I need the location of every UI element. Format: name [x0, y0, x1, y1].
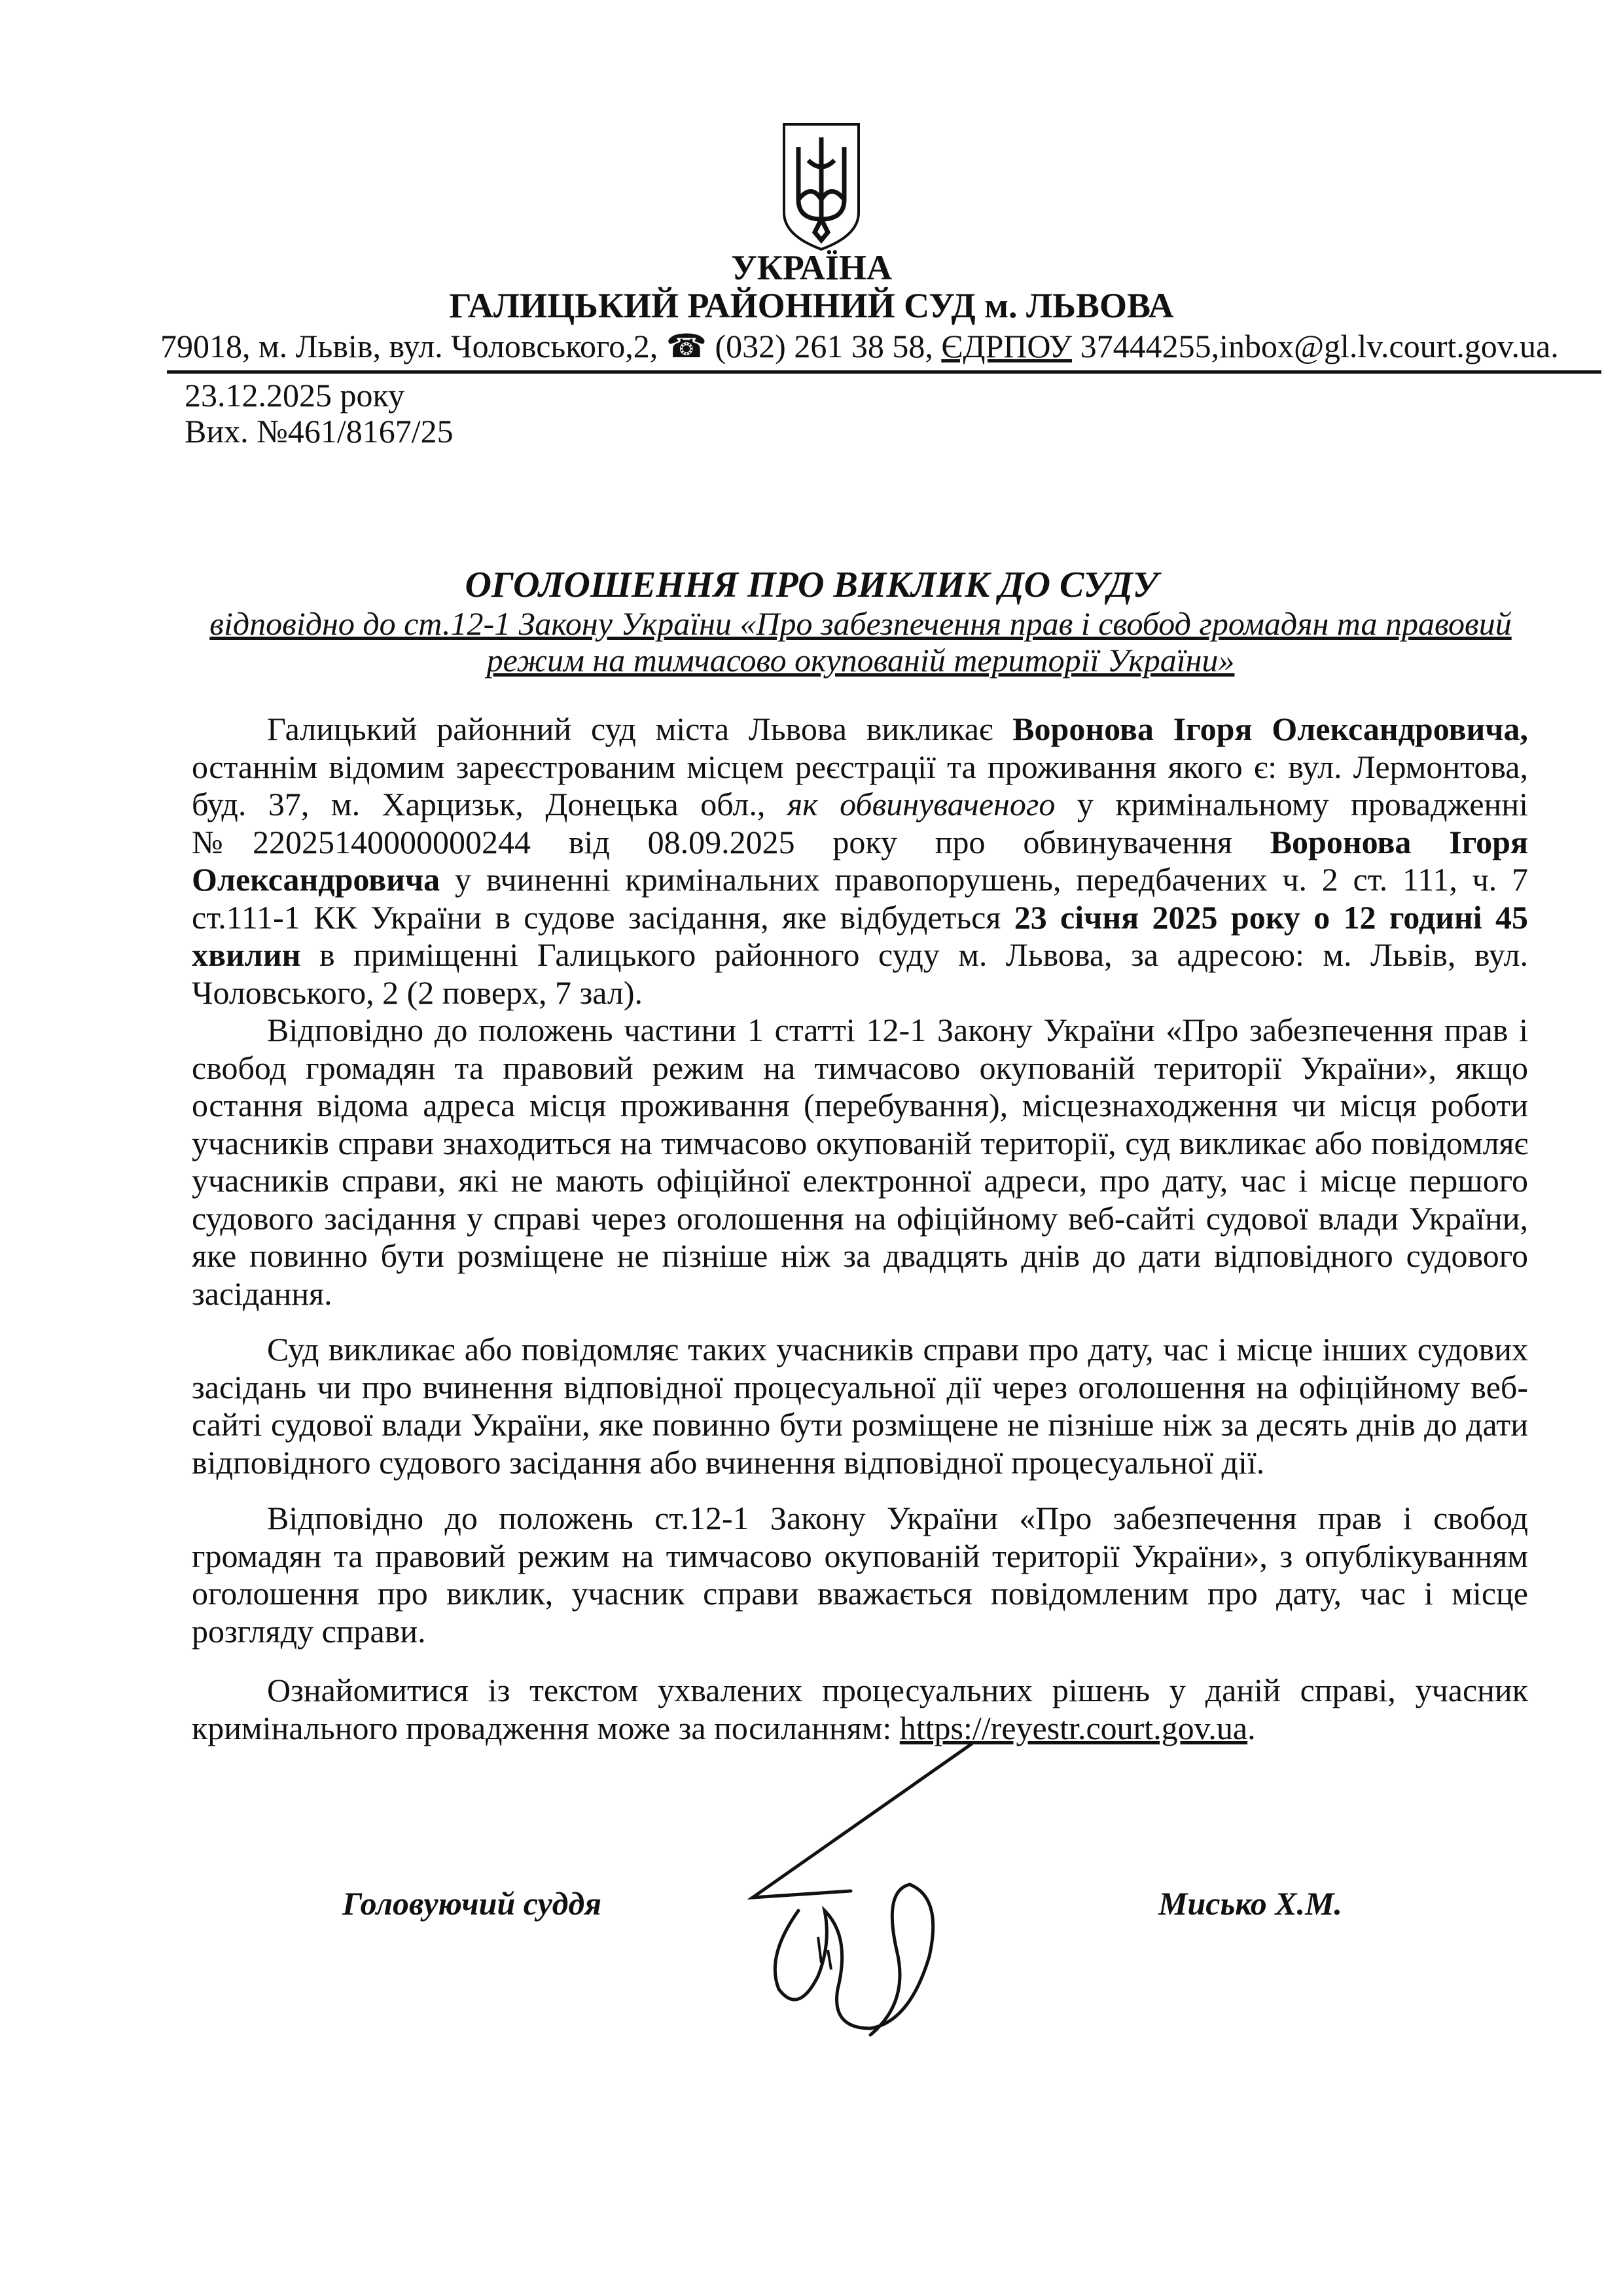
hearing-datetime: 23 січня 2025 року о 12 годині 45 хвилин	[192, 898, 1528, 973]
text: Ознайомитися із текстом ухвалених процесуальних рішень у даній справі, учасник кримінального провадження може за посиланням:	[192, 1672, 1528, 1746]
registry-link[interactable]: https://reyestr.court.gov.ua	[899, 1709, 1248, 1746]
defendant-name: Воронова Ігоря Олександровича	[192, 823, 1529, 898]
text: у кримінальному провадженні №22025140000000244 від 08.09.2025 року про обвинувачення	[192, 786, 1529, 860]
document-title: ОГОЛОШЕННЯ ПРО ВИКЛИК ДО СУДУ	[465, 565, 1158, 605]
text: .	[1247, 1709, 1256, 1746]
paragraph-summons	[192, 711, 1528, 1012]
text: останнім відомим зареєстрованим місцем реєстрації та проживання якого є: вул. Лермонтова, буд. 37, м. Харцизьк, Донецька обл.,	[192, 748, 1528, 822]
edrpou-email: 37444255,inbox@gl.lv.court.gov.ua.	[1072, 328, 1559, 364]
edrpou-label: ЄДРПОУ	[941, 328, 1073, 364]
judge-name: Мисько Х.М.	[1158, 1885, 1343, 1922]
court-name-heading: ГАЛИЦЬКИЙ РАЙОННИЙ СУД м. ЛЬВОВА	[449, 286, 1174, 325]
document-subtitle: відповідно до ст.12-1 Закону України «Про забезпечення прав і свобод громадян та правовий режим на тимчасово окупованій території України»	[209, 605, 1512, 679]
paragraph-registry-link	[192, 1672, 1528, 1747]
paragraph-other-hearings: Суд викликає або повідомляє таких учасників справи про дату, час і місце інших судових засідань чи про вчинення відповідної процесуальної дії через оголошення на офіційному веб-сайті судової влади України, яке повинно бути розміщене не пізніше ніж за десять днів до дати відповідного судового засідання або вчинення відповідної процесуальної дії.	[192, 1331, 1528, 1481]
defendant-name: Воронова Ігоря Олександровича,	[1012, 711, 1528, 747]
country-heading: УКРАЇНА	[731, 248, 892, 287]
paragraph-law-first-hearing: Відповідно до положень частини 1 статті 12-1 Закону України «Про забезпечення прав і свобод громадян та правовий режим на тимчасово окупованій території України», якщо остання відома адреса місця проживання (перебування), місцезнаходження чи місця роботи учасників справи знаходиться на тимчасово окупованій території, суд викликає або повідомляє учасників справи, які не мають офіційної електронної адреси, про дату, час і місце першого судового засідання у справі через оголошення на офіційному веб-сайті судової влади України, яке повинно бути розміщене не пізніше ніж за двадцять днів до дати відповідного судового засідання.	[192, 1012, 1528, 1312]
telephone-icon: ☎	[666, 328, 707, 364]
role: як обвинуваченого	[787, 786, 1056, 822]
text: в приміщенні Галицького районного суду м. Львова, за адресою: м. Львів, вул. Чоловського, 2 (2 поверх, 7 зал).	[192, 936, 1528, 1011]
court-phone: (032) 261 38 58,	[715, 328, 933, 364]
document-date: 23.12.2025 року	[185, 377, 405, 414]
handwritten-signature	[740, 1740, 988, 2048]
header-divider	[167, 370, 1601, 374]
text: Галицький районний суд міста Львова викликає	[267, 711, 1013, 747]
paragraph-notified: Відповідно до положень ст.12-1 Закону України «Про забезпечення прав і свобод громадян та правовий режим на тимчасово окупованій території України», з опублікуванням оголошення про виклик, учасник справи вважається повідомленим про дату, час і місце розгляду справи.	[192, 1500, 1528, 1650]
court-address: 79018, м. Львів, вул. Чоловського,2,	[160, 328, 658, 364]
outgoing-number: Вих. №461/8167/25	[185, 413, 454, 450]
text: у вчиненні кримінальних правопорушень, передбачених ч. 2 ст. 111, ч. 7 ст.111-1 КК України в судове засідання, яке відбудеться	[192, 861, 1528, 936]
judge-position: Головуючий суддя	[342, 1885, 602, 1922]
coat-of-arms-trident-icon	[779, 121, 864, 252]
notice-body	[192, 711, 1528, 1747]
court-contacts	[160, 327, 1559, 365]
